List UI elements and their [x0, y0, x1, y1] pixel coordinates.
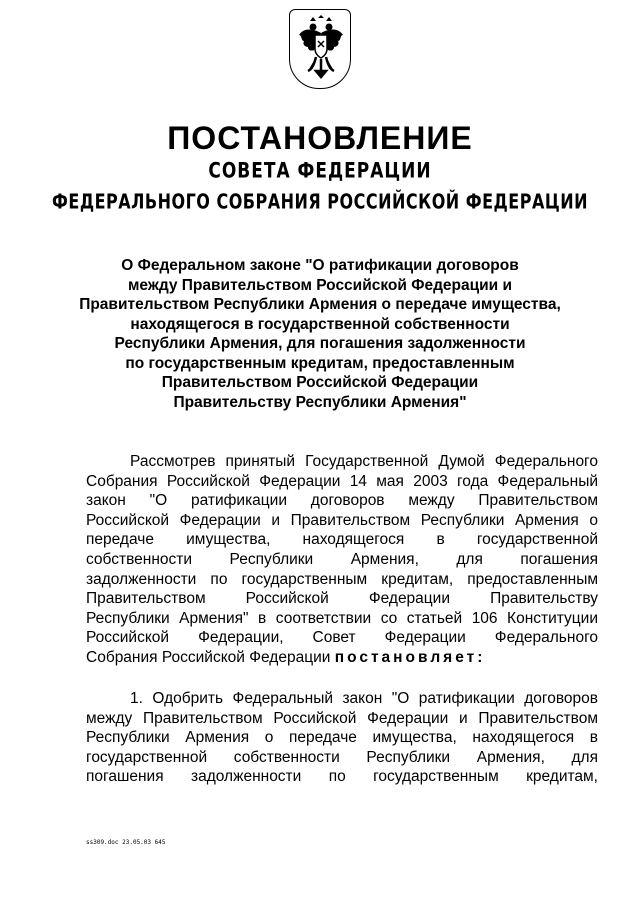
paragraph-line: погашения задолженности по государственным кредитам, [86, 768, 598, 786]
paragraph-line: передаче имущества, находящегося в государственной [86, 531, 598, 549]
subject-line: Правительством Российской Федерации [161, 374, 479, 391]
subject-line: между Правительством Российской Федерации и [127, 276, 513, 294]
paragraph-line: Российской Федерации и Правительством Республики Армения о [86, 511, 598, 529]
issuer-line-2: ФЕДЕРАЛЬНОГО СОБРАНИЯ РОССИЙСКОЙ ФЕДЕРАЦИИ [52, 189, 588, 214]
paragraph-line: задолженности по государственным кредитам, предоставленным [86, 570, 598, 588]
paragraph-line: государственной собственности Республики Армения, для [86, 748, 598, 766]
paragraph-line: Российской Федерации, Совет Федерации Федерального [86, 629, 598, 647]
paragraph-line: Правительством Российской Федерации Правительству [86, 590, 598, 608]
article-1-paragraph [86, 689, 598, 787]
paragraph-line: Республики Армения" в соответствии со статьей 106 Конституции [86, 609, 598, 627]
issuer-line-1: СОВЕТА ФЕДЕРАЦИИ [208, 158, 432, 184]
subject-line: О Федеральном законе "О ратификации договоров [121, 257, 519, 274]
paragraph-line: Республики Армения о передаче имущества, находящегося в [86, 729, 598, 747]
file-reference: ss309.doc 23.05.03 645 [86, 839, 166, 846]
resolution-subject [60, 256, 580, 412]
paragraph-line: собственности Республики Армения, для погашения [86, 550, 598, 568]
paragraph-line: закон "О ратификации договоров между Правительством [86, 492, 598, 510]
paragraph-line [86, 648, 598, 668]
paragraph-line: Собрания Российской Федерации 14 мая 2003 года Федеральный [86, 472, 598, 490]
paragraph-line: между Правительством Российской Федерации и Правительством [86, 709, 598, 727]
preamble-paragraph [86, 452, 598, 668]
double-headed-eagle-icon [296, 15, 346, 81]
subject-line: Правительством Республики Армения о передаче имущества, [79, 296, 561, 313]
subject-line: находящегося в государственной собственности [130, 315, 510, 333]
subject-line: по государственным кредитам, предоставленным [125, 354, 515, 372]
paragraph-line: Рассмотрев принятый Государственной Думой Федерального [130, 453, 598, 470]
subject-line: Правительству Республики Армения" [173, 393, 467, 411]
decree-keyword: постановляет: [334, 648, 486, 666]
document-title: ПОСТАНОВЛЕНИЕ [167, 120, 473, 156]
paragraph-line: 1. Одобрить Федеральный закон "О ратификации договоров [130, 690, 598, 707]
state-emblem [289, 9, 351, 89]
subject-line: Республики Армения, для погашения задолженности [114, 335, 526, 352]
paragraph-line-text: Собрания Российской Федерации [86, 648, 335, 666]
